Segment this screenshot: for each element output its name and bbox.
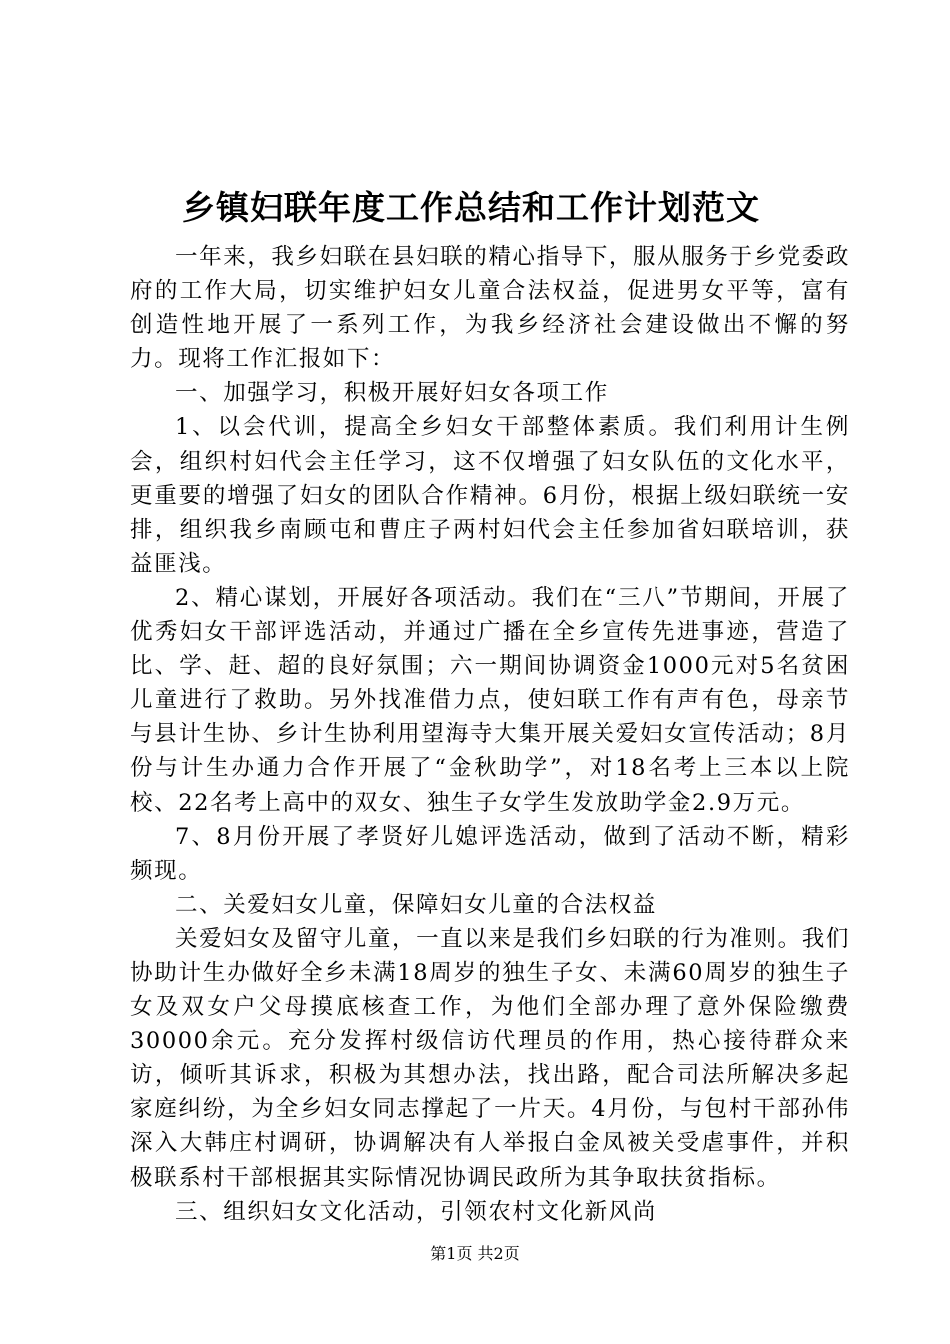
section-heading-1: 一、加强学习，积极开展好妇女各项工作 xyxy=(175,380,609,407)
paragraph-intro: 一年来，我乡妇联在县妇联的精心指导下，服从服务于乡党委政府的工作大局，切实维护妇女儿童合法权益，促进男女平等，富有创造性地开展了一系列工作，为我乡经济社会建设做出不懈的努力。现将工作汇报如下： xyxy=(130,244,850,373)
page-footer xyxy=(0,1244,950,1264)
section-heading-2: 二、关爱妇女儿童，保障妇女儿童的合法权益 xyxy=(175,891,658,918)
paragraph-2-1: 关爱妇女及留守儿童，一直以来是我们乡妇联的行为准则。我们协助计生办做好全乡未满18周岁的独生子女、未满60周岁的独生子女及双女户父母摸底核查工作，为他们全部办理了意外保险缴费30000余元。充分发挥村级信访代理员的作用，热心接待群众来访，倾听其诉求，积极为其想办法，找出路，配合司法所解决多起家庭纠纷，为全乡妇女同志撑起了一片天。4月份，与包村干部孙伟深入大韩庄村调研，协调解决有人举报白金凤被关受虐事件，并积极联系村干部根据其实际情况协调民政所为其争取扶贫指标。 xyxy=(130,925,850,1191)
page-indicator: 第1页 共2页 xyxy=(430,1244,520,1263)
document-title: 乡镇妇联年度工作总结和工作计划范文 xyxy=(182,188,760,227)
section-heading-3: 三、组织妇女文化活动，引领农村文化新风尚 xyxy=(175,1198,658,1225)
document-page xyxy=(130,182,850,1229)
paragraph-1-3: 7、8月份开展了孝贤好儿媳评选活动，做到了活动不断，精彩频现。 xyxy=(130,823,850,884)
paragraph-1-1: 1、以会代训，提高全乡妇女干部整体素质。我们利用计生例会，组织村妇代会主任学习，这不仅增强了妇女队伍的文化水平，更重要的增强了妇女的团队合作精神。6月份，根据上级妇联统一安排，组织我乡南顾屯和曹庄子两村妇代会主任参加省妇联培训，获益匪浅。 xyxy=(130,414,850,577)
paragraph-1-2: 2、精心谋划，开展好各项活动。我们在“三八”节期间，开展了优秀妇女干部评选活动，并通过广播在全乡宣传先进事迹，营造了比、学、赶、超的良好氛围；六一期间协调资金1000元对5名贫困儿童进行了救助。另外找准借力点，使妇联工作有声有色，母亲节与县计生协、乡计生协利用望海寺大集开展关爱妇女宣传活动；8月份与计生办通力合作开展了“金秋助学”，对18名考上三本以上院校、22名考上高中的双女、独生子女学生发放助学金2.9万元。 xyxy=(130,584,850,816)
document-body xyxy=(130,240,850,1229)
